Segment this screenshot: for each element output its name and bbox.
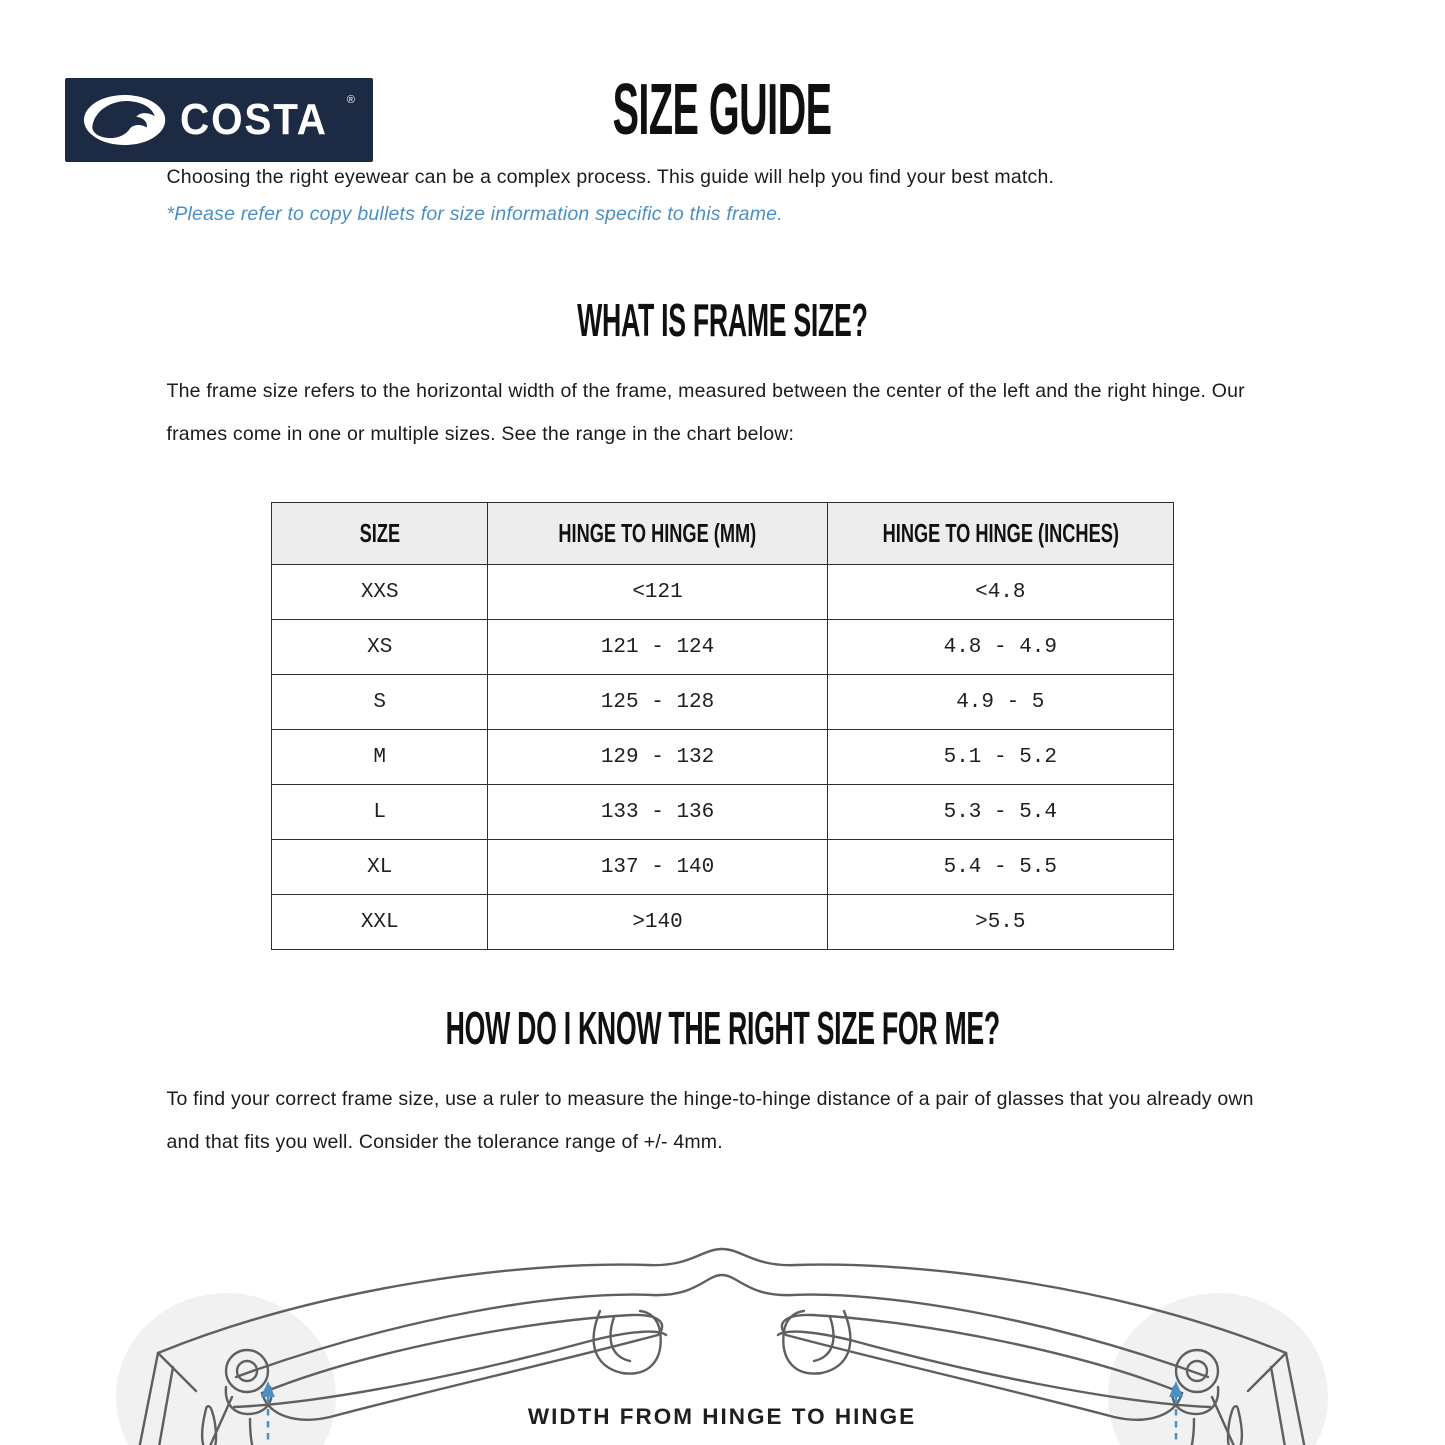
mm-cell: 137 - 140 [488, 840, 827, 895]
page-title: SIZE GUIDE [613, 70, 832, 150]
costa-logo [65, 78, 373, 162]
size-cell: S [272, 675, 488, 730]
registered-mark: ® [346, 94, 355, 106]
table-row [272, 675, 1174, 730]
mm-cell: 121 - 124 [488, 620, 827, 675]
inches-cell: 5.3 - 5.4 [827, 785, 1173, 840]
column-header-size: SIZE [272, 503, 488, 565]
mm-cell: >140 [488, 895, 827, 950]
right-size-description: To find your correct frame size, use a ruler to measure the hinge-to-hinge distance of a pair of glasses that you already own and that fits you well. Consider the tolerance range of +/- 4mm. [166, 1088, 1254, 1153]
section-heading-right-size: HOW DO I KNOW THE RIGHT SIZE FOR ME? [445, 1002, 1000, 1054]
hinge-measurement [261, 1381, 1183, 1445]
brand-name: COSTA [180, 95, 329, 144]
size-cell: XL [272, 840, 488, 895]
inches-cell: <4.8 [827, 565, 1173, 620]
size-cell: XXL [272, 895, 488, 950]
mm-cell: 133 - 136 [488, 785, 827, 840]
inches-cell: 5.4 - 5.5 [827, 840, 1173, 895]
table-row [272, 620, 1174, 675]
column-header-mm: HINGE TO HINGE (MM) [488, 503, 827, 565]
hinge-width-label: WIDTH FROM HINGE TO HINGE [527, 1404, 917, 1429]
glasses-top-view-illustration [0, 1225, 1445, 1445]
table-row [272, 840, 1174, 895]
size-cell: XXS [272, 565, 488, 620]
table-row [272, 565, 1174, 620]
column-header-inches: HINGE TO HINGE (INCHES) [827, 503, 1173, 565]
frame-size-description: The frame size refers to the horizontal width of the frame, measured between the center of the left and the right hinge. Our frames come in one or multiple sizes. See the range in the chart below: [166, 380, 1245, 445]
section-heading-frame-size: WHAT IS FRAME SIZE? [577, 294, 868, 346]
size-cell: M [272, 730, 488, 785]
inches-cell: 4.8 - 4.9 [827, 620, 1173, 675]
table-header-row [272, 503, 1174, 565]
mm-cell: 125 - 128 [488, 675, 827, 730]
table-row [272, 895, 1174, 950]
mm-cell: <121 [488, 565, 827, 620]
intro-text: Choosing the right eyewear can be a complex process. This guide will help you find your best match. [166, 166, 1055, 188]
costa-wave-icon [83, 91, 166, 149]
size-cell: L [272, 785, 488, 840]
table-row [272, 730, 1174, 785]
frame-specific-note: *Please refer to copy bullets for size information specific to this frame. [166, 203, 783, 225]
inches-cell: 5.1 - 5.2 [827, 730, 1173, 785]
mm-cell: 129 - 132 [488, 730, 827, 785]
size-cell: XS [272, 620, 488, 675]
table-row [272, 785, 1174, 840]
inches-cell: >5.5 [827, 895, 1173, 950]
size-table [271, 502, 1174, 950]
inches-cell: 4.9 - 5 [827, 675, 1173, 730]
